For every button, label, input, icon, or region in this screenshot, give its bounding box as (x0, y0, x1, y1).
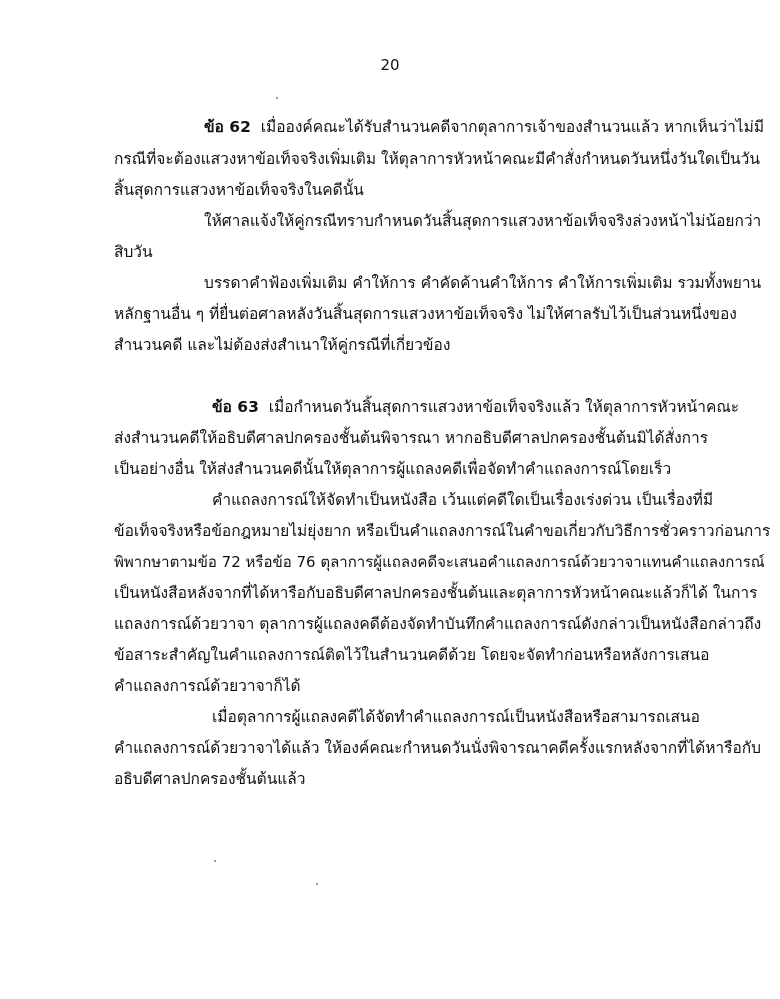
article-63-p2-line7: คำแถลงการณ์ด้วยวาจาก็ได้ (114, 677, 301, 695)
article-62-p1-line1: เมื่อองค์คณะได้รับสำนวนคดีจากตุลาการเจ้าของสำนวนแล้ว หากเห็นว่าไม่มี (260, 118, 765, 136)
article-62-p2-line2: สิบวัน (114, 243, 153, 261)
article-62-p3-line2: หลักฐานอื่น ๆ ที่ยื่นต่อศาลหลังวันสิ้นสุดการแสวงหาข้อเท็จจริง ไม่ให้ศาลรับไว้เป็นส่วนหนึ่งของ (114, 305, 737, 323)
article-63-p2-line5: แถลงการณ์ด้วยวาจา ตุลาการผู้แถลงคดีต้องจัดทำบันทึกคำแถลงการณ์ดังกล่าวเป็นหนังสือกล่าวถึง (114, 615, 762, 633)
scan-speck (214, 860, 216, 862)
page-number: 20 (380, 56, 400, 74)
article-62-p1-line3: สิ้นสุดการแสวงหาข้อเท็จจริงในคดีนั้น (114, 181, 364, 199)
article-63-p2-line6: ข้อสาระสำคัญในคำแถลงการณ์ติดไว้ในสำนวนคดีด้วย โดยจะจัดทำก่อนหรือหลังการเสนอ (114, 646, 710, 664)
article-63-p1-line2: ส่งสำนวนคดีให้อธิบดีศาลปกครองชั้นต้นพิจารณา หากอธิบดีศาลปกครองชั้นต้นมิได้สั่งการ (114, 429, 709, 447)
article-63-p3-line3: อธิบดีศาลปกครองชั้นต้นแล้ว (114, 770, 306, 788)
article-62-p1-line2: กรณีที่จะต้องแสวงหาข้อเท็จจริงเพิ่มเติม ให้ตุลาการหัวหน้าคณะมีคำสั่งกำหนดวันหนึ่งวันใดเป็นวัน (114, 150, 760, 168)
article-62-p3-line1: บรรดาคำฟ้องเพิ่มเติม คำให้การ คำคัดค้านคำให้การ คำให้การเพิ่มเติม รวมทั้งพยาน (204, 274, 762, 292)
article-63-first-line (212, 397, 739, 417)
article-62-first-line (204, 117, 764, 137)
article-63-p2-line1: คำแถลงการณ์ให้จัดทำเป็นหนังสือ เว้นแต่คดีใดเป็นเรื่องเร่งด่วน เป็นเรื่องที่มี (212, 491, 714, 509)
article-63-label: ข้อ 63 (212, 398, 259, 416)
article-63-p1-line1: เมื่อกำหนดวันสิ้นสุดการแสวงหาข้อเท็จจริงแล้ว ให้ตุลาการหัวหน้าคณะ (268, 398, 740, 416)
scan-speck (316, 883, 318, 885)
article-63-p3-line1: เมื่อตุลาการผู้แถลงคดีได้จัดทำคำแถลงการณ์เป็นหนังสือหรือสามารถเสนอ (212, 708, 700, 726)
article-62-label: ข้อ 62 (204, 118, 251, 136)
article-63-p2-line4: เป็นหนังสือหลังจากที่ได้หารือกับอธิบดีศาลปกครองชั้นต้นและตุลาการหัวหน้าคณะแล้วก็ได้ ในการ (114, 584, 758, 602)
article-63-p2-line2: ข้อเท็จจริงหรือข้อกฎหมายไม่ยุ่งยาก หรือเป็นคำแถลงการณ์ในคำขอเกี่ยวกับวิธีการชั่วคราวก่อนการ (114, 522, 771, 540)
article-62-p3-line3: สำนวนคดี และไม่ต้องส่งสำเนาให้คู่กรณีที่เกี่ยวข้อง (114, 336, 451, 354)
article-63-p1-line3: เป็นอย่างอื่น ให้ส่งสำนวนคดีนั้นให้ตุลาการผู้แถลงคดีเพื่อจัดทำคำแถลงการณ์โดยเร็ว (114, 460, 672, 478)
scan-speck (276, 97, 278, 99)
article-63-p2-line3: พิพากษาตามข้อ 72 หรือข้อ 76 ตุลาการผู้แถลงคดีจะเสนอคำแถลงการณ์ด้วยวาจาแทนคำแถลงการณ์ (114, 553, 765, 571)
article-63-p3-line2: คำแถลงการณ์ด้วยวาจาได้แล้ว ให้องค์คณะกำหนดวันนั่งพิจารณาคดีครั้งแรกหลังจากที่ได้หารือกับ (114, 739, 761, 757)
article-62-p2-line1: ให้ศาลแจ้งให้คู่กรณีทราบกำหนดวันสิ้นสุดการแสวงหาข้อเท็จจริงล่วงหน้าไม่น้อยกว่า (204, 212, 762, 230)
